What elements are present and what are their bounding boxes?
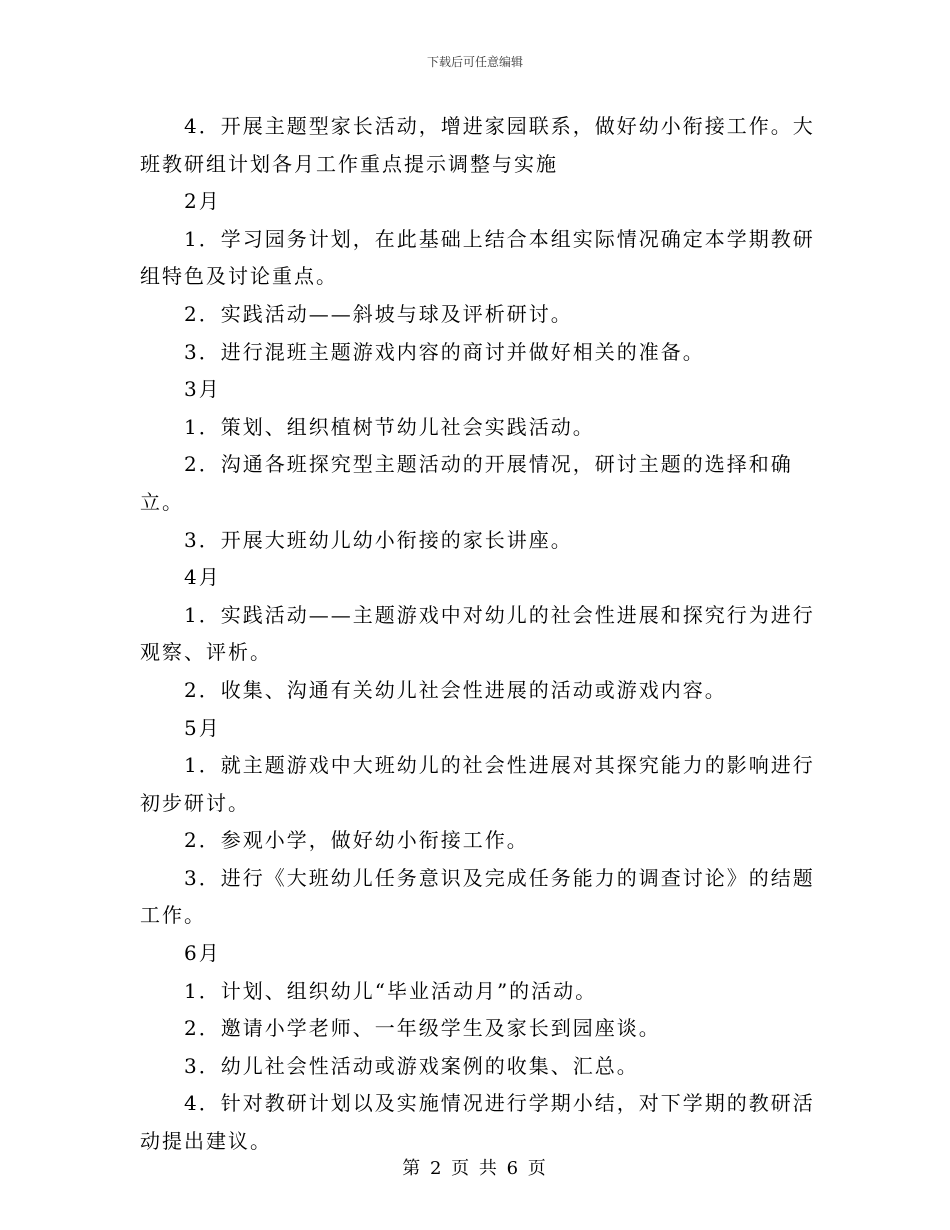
paragraph: 3．幼儿社会性活动或游戏案例的收集、汇总。 xyxy=(184,1053,639,1078)
paragraph: 1．实践活动——主题游戏中对幼儿的社会性进展和探究行为进行观察、评析。 xyxy=(140,602,815,665)
month-heading: 5月 xyxy=(184,715,221,740)
document-body xyxy=(140,108,820,1161)
paragraph: 2．收集、沟通有关幼儿社会性进展的活动或游戏内容。 xyxy=(184,677,727,702)
paragraph: 1．策划、组织植树节幼儿社会实践活动。 xyxy=(184,414,595,439)
month-heading: 4月 xyxy=(184,565,221,590)
paragraph: 1．计划、组织幼儿“毕业活动月”的活动。 xyxy=(184,978,598,1003)
page-footer: 第 2 页 共 6 页 xyxy=(402,1158,548,1179)
month-heading: 6月 xyxy=(184,941,221,966)
paragraph: 3．开展大班幼儿幼小衔接的家长讲座。 xyxy=(184,527,573,552)
month-heading: 3月 xyxy=(184,377,221,402)
paragraph: 1．学习园务计划，在此基础上结合本组实际情况确定本学期教研组特色及讨论重点。 xyxy=(140,226,815,289)
paragraph: 3．进行混班主题游戏内容的商讨并做好相关的准备。 xyxy=(184,339,705,364)
paragraph: 2．邀请小学老师、一年级学生及家长到园座谈。 xyxy=(184,1016,661,1041)
page-header: 下载后可任意编辑 xyxy=(426,55,523,69)
month-heading: 2月 xyxy=(184,189,221,214)
paragraph: 4．开展主题型家长活动，增进家园联系，做好幼小衔接工作。大班教研组计划各月工作重点提示调整与实施 xyxy=(140,114,815,176)
paragraph: 2．参观小学，做好幼小衔接工作。 xyxy=(184,828,529,853)
paragraph: 1．就主题游戏中大班幼儿的社会性进展对其探究能力的影响进行初步研讨。 xyxy=(140,753,815,815)
paragraph: 3．进行《大班幼儿任务意识及完成任务能力的调查讨论》的结题工作。 xyxy=(140,865,815,928)
paragraph: 2．实践活动——斜坡与球及评析研讨。 xyxy=(184,301,573,326)
paragraph: 4．针对教研计划以及实施情况进行学期小结，对下学期的教研活动提出建议。 xyxy=(140,1091,815,1154)
paragraph: 2．沟通各班探究型主题活动的开展情况，研讨主题的选择和确立。 xyxy=(140,452,793,514)
